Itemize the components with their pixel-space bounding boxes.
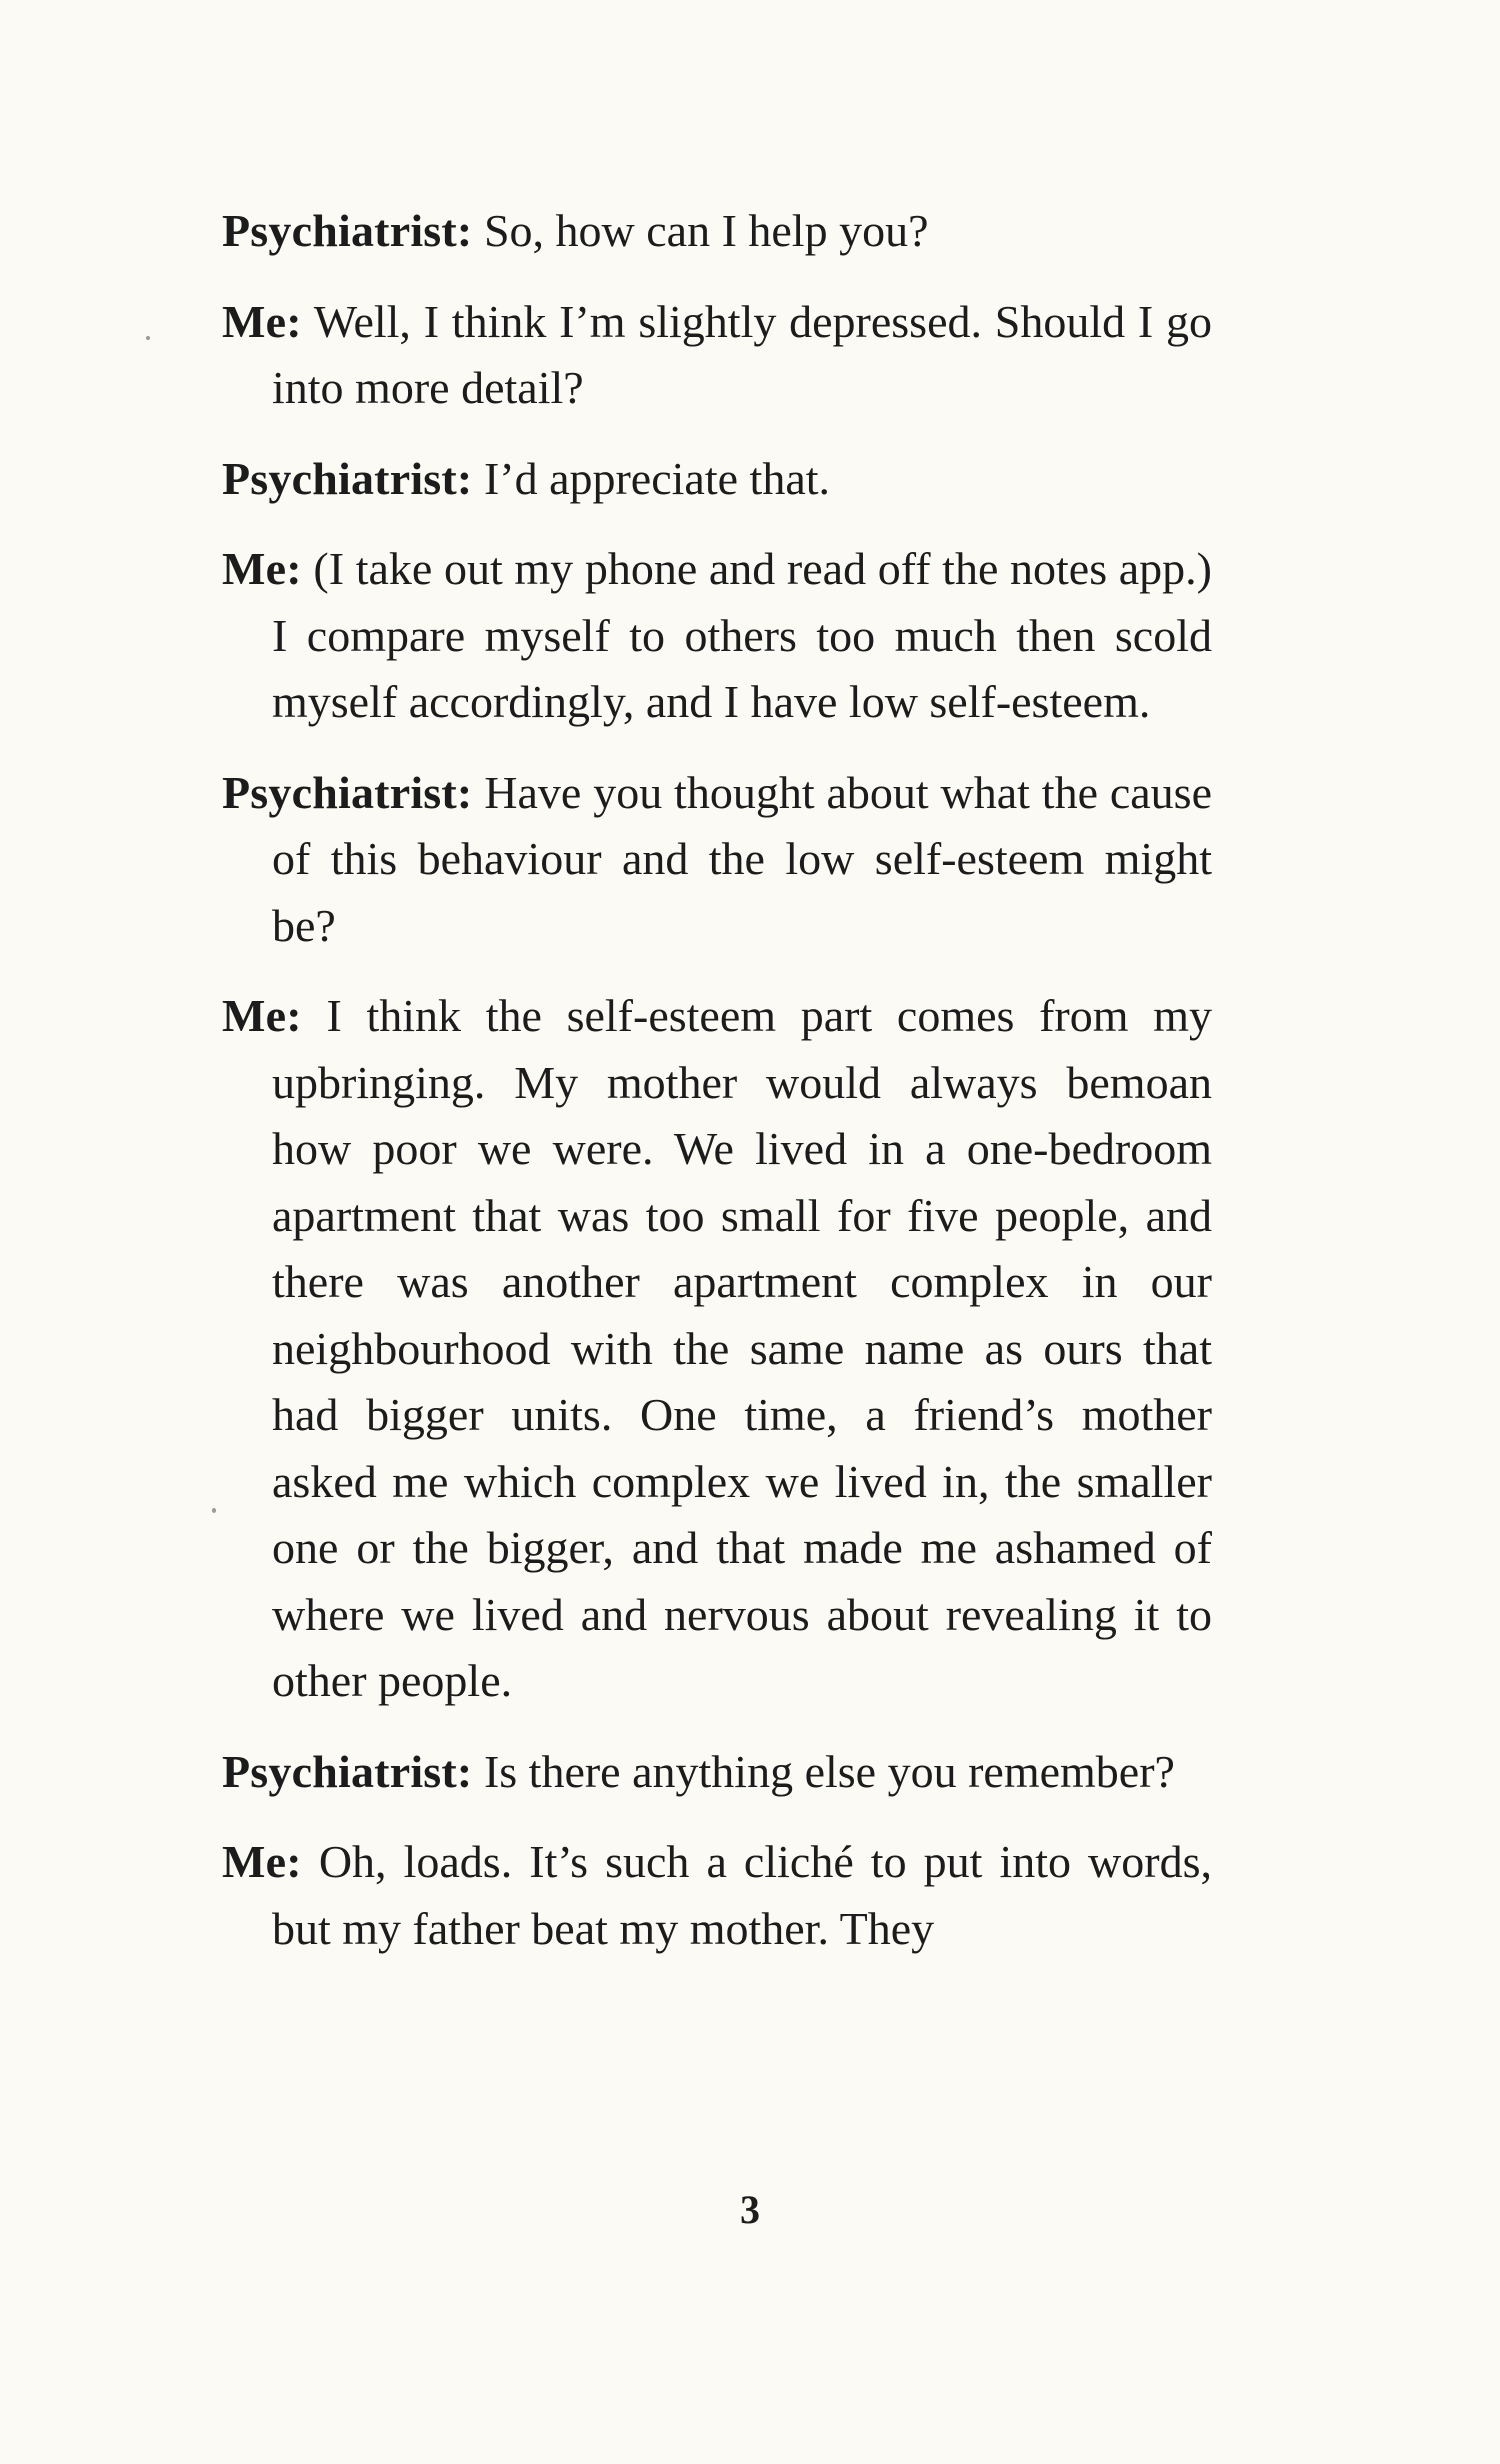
speaker-label: Me: bbox=[222, 543, 302, 594]
dialogue-text: Well, I think I’m slightly depressed. Should I go into more detail? bbox=[272, 295, 1212, 413]
speaker-label: Psychiatrist: bbox=[222, 766, 473, 818]
speaker-label: Me: bbox=[222, 295, 302, 347]
speaker-label: Psychiatrist: bbox=[222, 205, 473, 256]
dialogue-text: Oh, loads. It’s such a cliché to put into words, but my father beat my mother. They bbox=[272, 1836, 1212, 1954]
dialogue-line bbox=[222, 760, 1212, 960]
dialogue-text: I’d appreciate that. bbox=[483, 452, 831, 504]
dialogue-line bbox=[222, 536, 1212, 736]
paper-speck bbox=[146, 336, 150, 340]
paper-speck bbox=[212, 1508, 216, 1513]
dialogue-line bbox=[222, 1829, 1212, 1962]
dialogue-line bbox=[222, 198, 1212, 265]
dialogue-line bbox=[222, 1739, 1212, 1806]
dialogue-text bbox=[222, 198, 1212, 1986]
speaker-label: Psychiatrist: bbox=[222, 1745, 473, 1797]
dialogue-text: Have you thought about what the cause of this behaviour and the low self-esteem might be? bbox=[272, 766, 1213, 951]
page-number: 3 bbox=[740, 2187, 760, 2232]
speaker-label: Psychiatrist: bbox=[222, 452, 473, 504]
dialogue-text: So, how can I help you? bbox=[483, 205, 929, 256]
dialogue-line bbox=[222, 983, 1212, 1715]
speaker-label: Me: bbox=[222, 990, 302, 1041]
dialogue-text: I think the self-esteem part comes from my upbringing. My mother would always bemoan how poor we were. We lived in a one-bedroom apartment that was too small for five people, and there was another apartment complex in our neighbourhood with the same name as ours that had bigger units. One time, a friend’s mother asked me which complex we lived in, the smaller one or the bigger, and that made me ashamed of where we lived and nervous about revealing it to other people. bbox=[272, 990, 1212, 1706]
dialogue-line bbox=[222, 446, 1212, 513]
dialogue-text: Is there anything else you remember? bbox=[483, 1745, 1175, 1797]
dialogue-text: (I take out my phone and read off the notes app.) I compare myself to others too much then scold myself accordingly, and I have low self-esteem. bbox=[272, 543, 1213, 727]
speaker-label: Me: bbox=[222, 1836, 302, 1887]
dialogue-line bbox=[222, 289, 1212, 422]
